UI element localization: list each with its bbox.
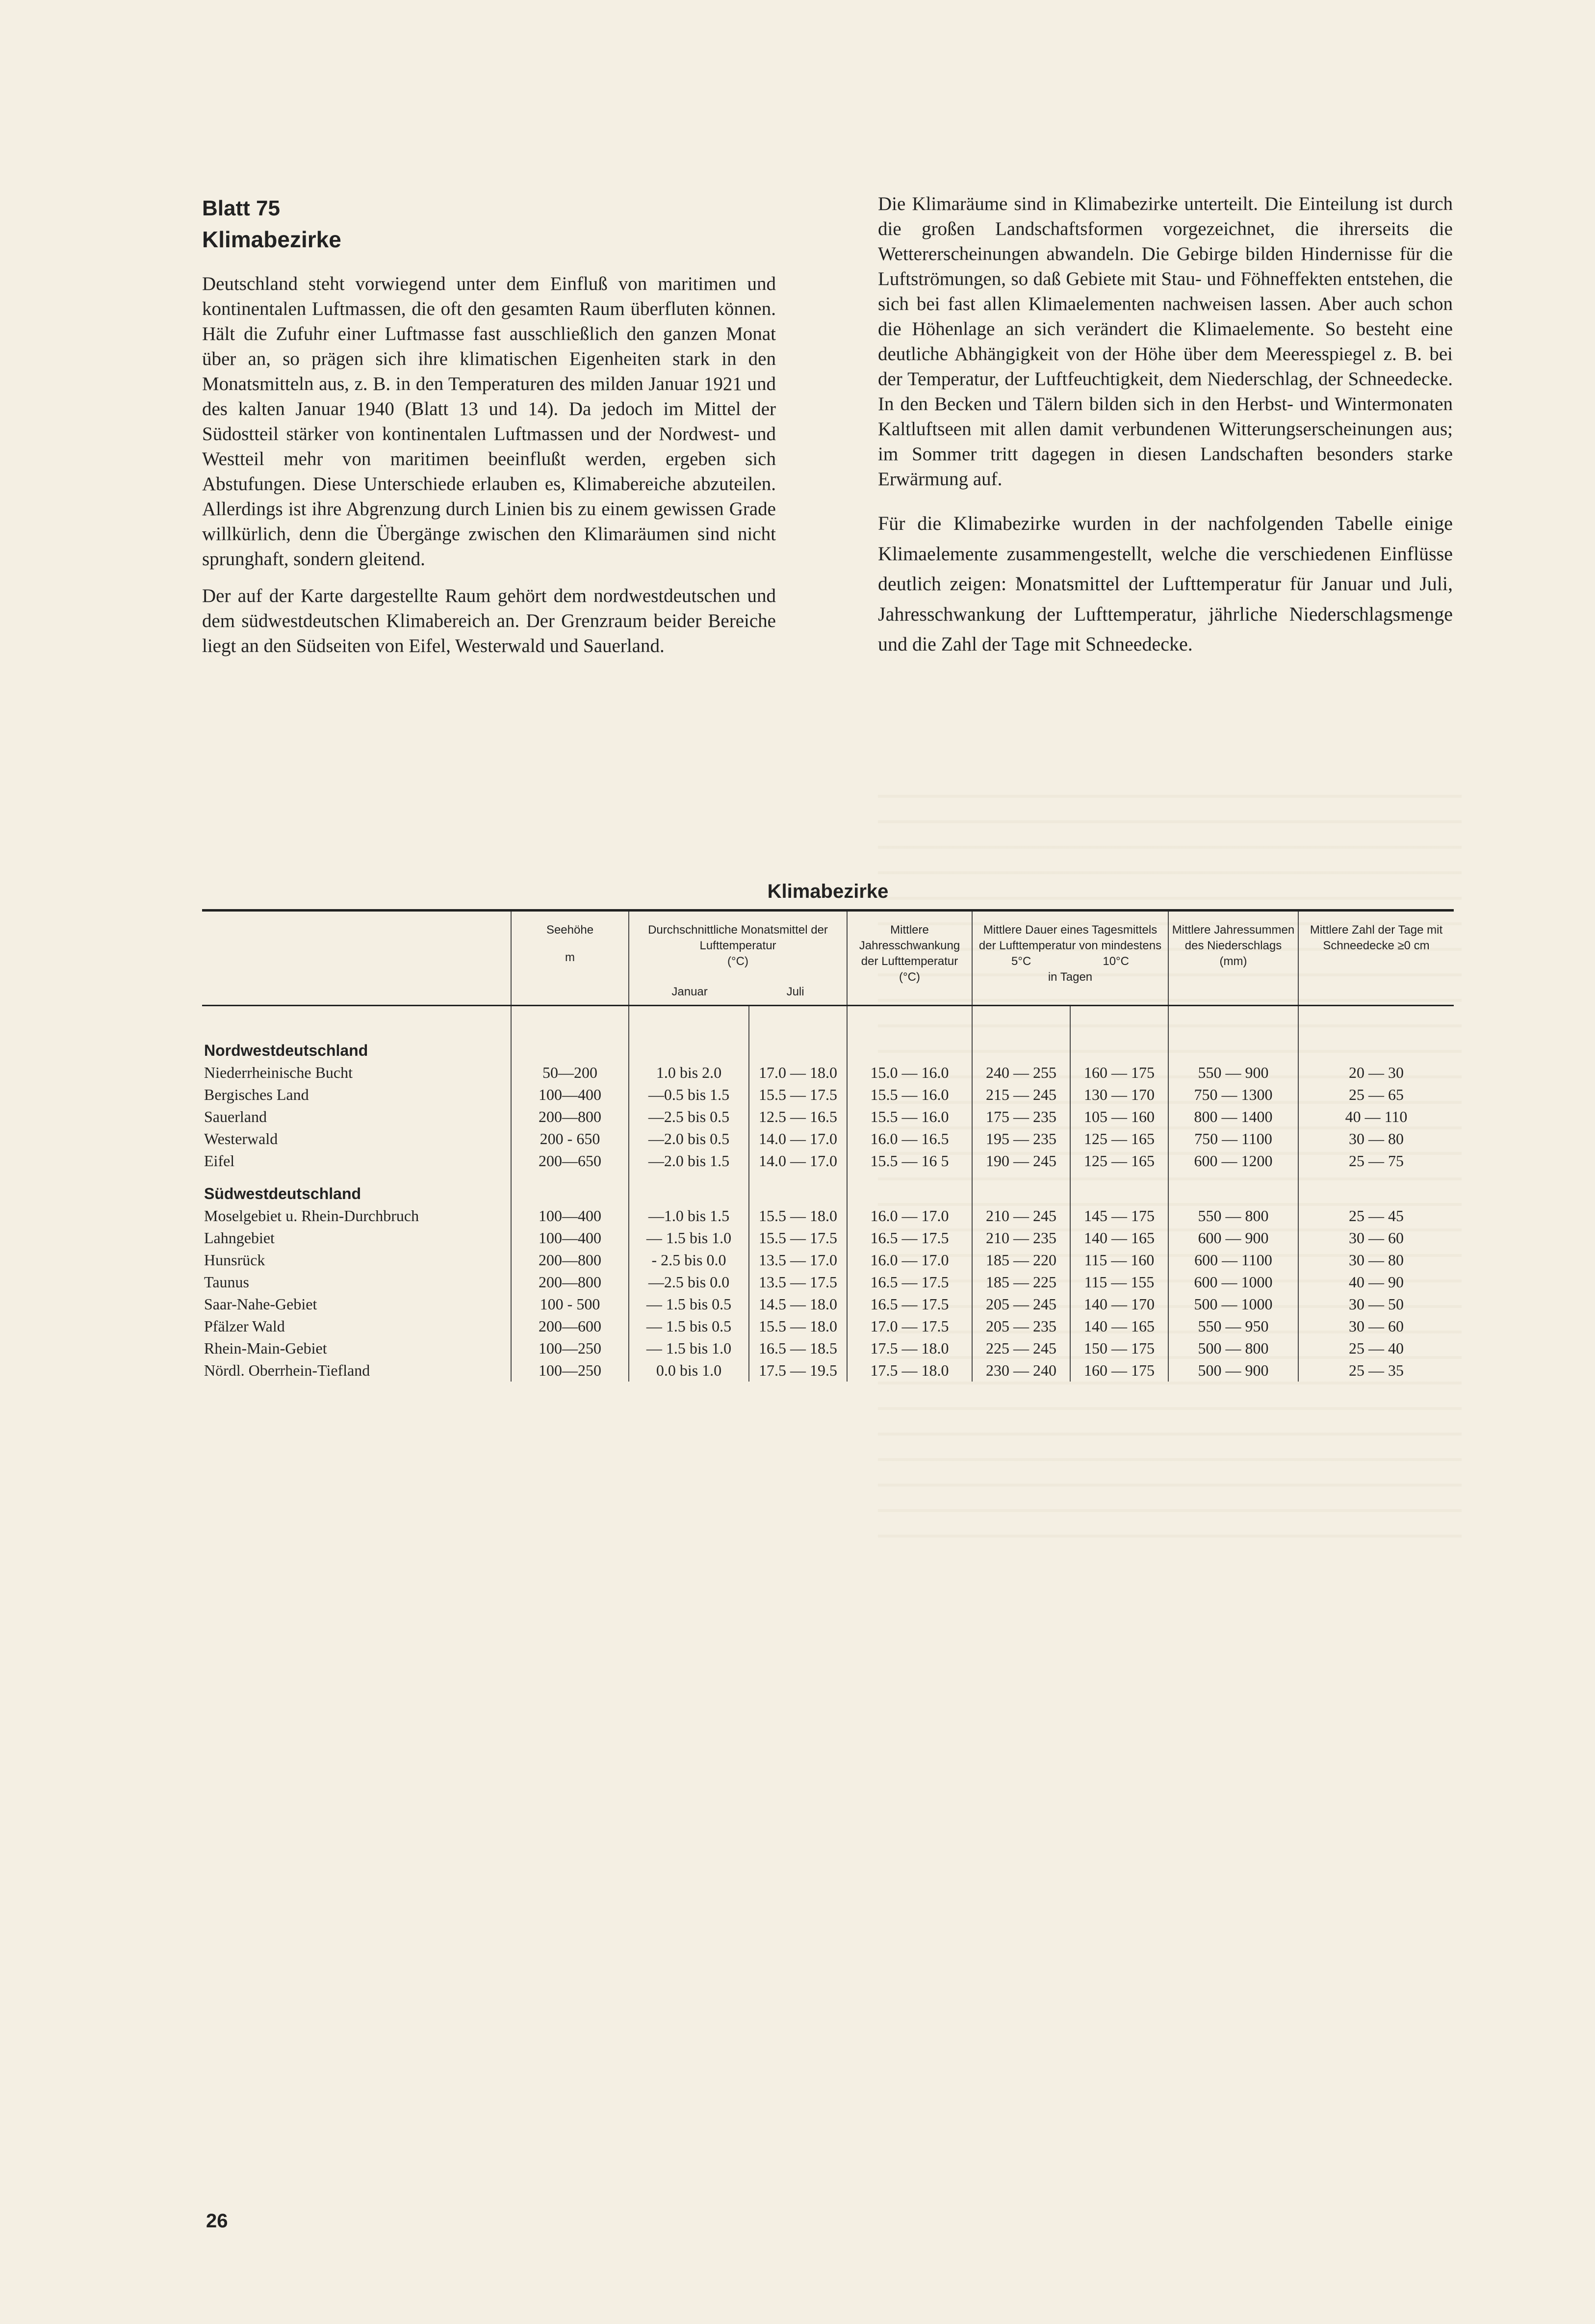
group-spacer-row: [202, 1172, 1454, 1183]
cell-januar: — 1.5 bis 1.0: [629, 1337, 749, 1359]
cell-seehoehe: 200—800: [511, 1249, 629, 1271]
table-title: Klimabezirke: [767, 881, 889, 902]
group-row: [202, 1040, 1454, 1062]
cell-schnee: 30 — 80: [1298, 1128, 1454, 1150]
cell-jahresschwankung: 17.0 — 17.5: [847, 1315, 972, 1337]
cell-dauer-5: 190 — 245: [972, 1150, 1070, 1172]
cell-seehoehe: 200—800: [511, 1106, 629, 1128]
cell-juli: 15.5 — 17.5: [749, 1227, 847, 1249]
table-row: [202, 1150, 1454, 1172]
cell-januar: —0.5 bis 1.5: [629, 1084, 749, 1106]
header-niederschlag: Mittlere Jahressummen des Niederschlags (mm): [1168, 911, 1298, 1006]
cell-juli: 14.0 — 17.0: [749, 1150, 847, 1172]
cell-schnee: 25 — 65: [1298, 1084, 1454, 1106]
cell-jahresschwankung: 16.0 — 17.0: [847, 1205, 972, 1227]
header-januar: Januar: [671, 985, 708, 998]
cell-region-name: Hunsrück: [204, 1251, 265, 1269]
header-temperature-label: Durchschnittliche Monatsmittel der Lufttemperatur: [648, 923, 828, 952]
cell-schnee: 25 — 45: [1298, 1205, 1454, 1227]
cell-schnee: 40 — 110: [1298, 1106, 1454, 1128]
cell-seehoehe: 200—650: [511, 1150, 629, 1172]
cell-niederschlag: 600 — 1200: [1168, 1150, 1298, 1172]
table-row: [202, 1128, 1454, 1150]
cell-jahresschwankung: 15.0 — 16.0: [847, 1062, 972, 1084]
header-dauer-10: 10°C: [1103, 955, 1129, 968]
cell-dauer-10: 160 — 175: [1070, 1062, 1168, 1084]
table-row: [202, 1271, 1454, 1293]
header-seehoehe-unit: m: [565, 951, 575, 964]
cell-jahresschwankung: 16.0 — 17.0: [847, 1249, 972, 1271]
cell-dauer-5: 225 — 245: [972, 1337, 1070, 1359]
table-row: [202, 1249, 1454, 1271]
cell-region-name: Sauerland: [204, 1108, 267, 1125]
table-body: [202, 1006, 1454, 1382]
cell-dauer-10: 140 — 170: [1070, 1293, 1168, 1315]
cell-jahresschwankung: 16.5 — 17.5: [847, 1271, 972, 1293]
cell-dauer-5: 210 — 235: [972, 1227, 1070, 1249]
cell-region-name: Westerwald: [204, 1130, 278, 1148]
header-jahresschwankung: Mittlere Jahresschwankung der Lufttemperatur (°C): [847, 911, 972, 1006]
cell-dauer-10: 160 — 175: [1070, 1359, 1168, 1382]
table-row: [202, 1062, 1454, 1084]
cell-schnee: 20 — 30: [1298, 1062, 1454, 1084]
cell-seehoehe: 100—400: [511, 1205, 629, 1227]
table-row: [202, 1084, 1454, 1106]
cell-jahresschwankung: 15.5 — 16.0: [847, 1084, 972, 1106]
cell-seehoehe: 50—200: [511, 1062, 629, 1084]
cell-dauer-10: 105 — 160: [1070, 1106, 1168, 1128]
header-dauer-label: Mittlere Dauer eines Tagesmittels der Lufttemperatur von mindestens: [978, 923, 1162, 952]
cell-niederschlag: 600 — 1000: [1168, 1271, 1298, 1293]
header-temperature: [629, 911, 847, 1006]
cell-januar: —2.5 bis 0.0: [629, 1271, 749, 1293]
cell-region-name: Saar-Nahe-Gebiet: [204, 1295, 317, 1313]
header-dauer-5: 5°C: [1011, 955, 1031, 968]
table-row: [202, 1359, 1454, 1382]
cell-region-name: Bergisches Land: [204, 1086, 309, 1103]
cell-seehoehe: 100—250: [511, 1359, 629, 1382]
cell-niederschlag: 600 — 1100: [1168, 1249, 1298, 1271]
cell-dauer-10: 150 — 175: [1070, 1337, 1168, 1359]
cell-region-name: Taunus: [204, 1273, 249, 1291]
cell-juli: 15.5 — 18.0: [749, 1205, 847, 1227]
header-month-labels: [632, 984, 844, 1000]
climate-table: [202, 909, 1454, 1382]
cell-niederschlag: 500 — 1000: [1168, 1293, 1298, 1315]
cell-niederschlag: 750 — 1100: [1168, 1128, 1298, 1150]
cell-seehoehe: 100—400: [511, 1084, 629, 1106]
cell-juli: 16.5 — 18.5: [749, 1337, 847, 1359]
cell-jahresschwankung: 16.5 — 17.5: [847, 1293, 972, 1315]
cell-niederschlag: 550 — 900: [1168, 1062, 1298, 1084]
cell-niederschlag: 750 — 1300: [1168, 1084, 1298, 1106]
cell-niederschlag: 550 — 950: [1168, 1315, 1298, 1337]
cell-jahresschwankung: 16.0 — 16.5: [847, 1128, 972, 1150]
cell-niederschlag: 500 — 900: [1168, 1359, 1298, 1382]
cell-dauer-5: 240 — 255: [972, 1062, 1070, 1084]
cell-region-name: Lahngebiet: [204, 1229, 275, 1247]
table-row: [202, 1227, 1454, 1249]
left-paragraph-2: Der auf der Karte dargestellte Raum gehört dem nordwestdeutschen und dem südwestdeutschen Klimabereich an. Der Grenzraum beider Bereiche liegt an den Südseiten von Eifel, Westerwald und Sauerland.: [202, 585, 776, 656]
cell-seehoehe: 100—250: [511, 1337, 629, 1359]
right-paragraph-2: Für die Klimabezirke wurden in der nachfolgenden Tabelle einige Klimaelemente zusammengestellt, welche die verschiedenen Einflüsse deutlich zeigen: Monatsmittel der Lufttemperatur für Januar und Juli, Jahresschwankung der Lufttemperatur, jährliche Niederschlagsmenge und die Zahl der Tage mit Schneedecke.: [878, 512, 1453, 655]
cell-dauer-10: 130 — 170: [1070, 1084, 1168, 1106]
cell-juli: 13.5 — 17.5: [749, 1271, 847, 1293]
cell-schnee: 25 — 35: [1298, 1359, 1454, 1382]
table-row: [202, 1106, 1454, 1128]
header-region: [202, 911, 511, 1006]
cell-region-name: Rhein-Main-Gebiet: [204, 1339, 327, 1357]
cell-jahresschwankung: 17.5 — 18.0: [847, 1337, 972, 1359]
cell-schnee: 30 — 60: [1298, 1227, 1454, 1249]
cell-region-name: Moselgebiet u. Rhein-Durchbruch: [204, 1207, 419, 1225]
table-spacer-row: [202, 1006, 1454, 1040]
cell-januar: 1.0 bis 2.0: [629, 1062, 749, 1084]
cell-juli: 13.5 — 17.0: [749, 1249, 847, 1271]
page-title: Klimabezirke: [202, 227, 341, 252]
cell-seehoehe: 100 - 500: [511, 1293, 629, 1315]
table-header-row: [202, 911, 1454, 1006]
cell-jahresschwankung: 17.5 — 18.0: [847, 1359, 972, 1382]
cell-schnee: 30 — 80: [1298, 1249, 1454, 1271]
cell-schnee: 25 — 40: [1298, 1337, 1454, 1359]
cell-januar: — 1.5 bis 1.0: [629, 1227, 749, 1249]
cell-dauer-5: 215 — 245: [972, 1084, 1070, 1106]
right-column: [878, 191, 1453, 671]
cell-juli: 15.5 — 18.0: [749, 1315, 847, 1337]
cell-dauer-10: 145 — 175: [1070, 1205, 1168, 1227]
header-schnee: Mittlere Zahl der Tage mit Schneedecke ≥0 cm: [1298, 911, 1454, 1006]
cell-januar: —2.0 bis 0.5: [629, 1128, 749, 1150]
header-temperature-unit: (°C): [727, 955, 748, 968]
cell-niederschlag: 800 — 1400: [1168, 1106, 1298, 1128]
cell-januar: —2.5 bis 0.5: [629, 1106, 749, 1128]
table-row: [202, 1293, 1454, 1315]
cell-dauer-5: 210 — 245: [972, 1205, 1070, 1227]
cell-seehoehe: 200 - 650: [511, 1128, 629, 1150]
cell-schnee: 30 — 50: [1298, 1293, 1454, 1315]
cell-januar: — 1.5 bis 0.5: [629, 1315, 749, 1337]
cell-januar: 0.0 bis 1.0: [629, 1359, 749, 1382]
cell-dauer-5: 230 — 240: [972, 1359, 1070, 1382]
cell-juli: 14.0 — 17.0: [749, 1128, 847, 1150]
cell-dauer-5: 195 — 235: [972, 1128, 1070, 1150]
cell-region-name: Nördl. Oberrhein-Tiefland: [204, 1361, 370, 1379]
cell-schnee: 40 — 90: [1298, 1271, 1454, 1293]
cell-region-name: Pfälzer Wald: [204, 1317, 285, 1335]
page-number: 26: [206, 2210, 228, 2232]
cell-dauer-10: 125 — 165: [1070, 1128, 1168, 1150]
cell-juli: 17.5 — 19.5: [749, 1359, 847, 1382]
cell-niederschlag: 550 — 800: [1168, 1205, 1298, 1227]
header-juli: Juli: [786, 985, 804, 998]
sheet-label: Blatt 75: [202, 196, 280, 220]
header-seehoehe-label: Seehöhe: [546, 923, 594, 937]
group-row: [202, 1183, 1454, 1205]
cell-dauer-5: 175 — 235: [972, 1106, 1070, 1128]
cell-dauer-10: 140 — 165: [1070, 1315, 1168, 1337]
cell-dauer-10: 115 — 155: [1070, 1271, 1168, 1293]
cell-region-name: Eifel: [204, 1152, 235, 1170]
cell-dauer-10: 125 — 165: [1070, 1150, 1168, 1172]
cell-seehoehe: 100—400: [511, 1227, 629, 1249]
cell-dauer-5: 185 — 220: [972, 1249, 1070, 1271]
table-row: [202, 1315, 1454, 1337]
cell-region-name: Niederrheinische Bucht: [204, 1064, 353, 1081]
cell-jahresschwankung: 15.5 — 16.0: [847, 1106, 972, 1128]
cell-seehoehe: 200—600: [511, 1315, 629, 1337]
cell-jahresschwankung: 16.5 — 17.5: [847, 1227, 972, 1249]
cell-dauer-5: 205 — 245: [972, 1293, 1070, 1315]
cell-schnee: 30 — 60: [1298, 1315, 1454, 1337]
cell-januar: - 2.5 bis 0.0: [629, 1249, 749, 1271]
cell-juli: 12.5 — 16.5: [749, 1106, 847, 1128]
header-dauer-unit: in Tagen: [1048, 970, 1093, 984]
header-dauer-thresholds: [976, 954, 1165, 969]
cell-dauer-10: 140 — 165: [1070, 1227, 1168, 1249]
left-paragraph-1: Deutschland steht vorwiegend unter dem Einfluß von maritimen und kontinentalen Luftmassen, die oft den gesamten Raum überfluten können. Hält die Zufuhr einer Luftmasse fast ausschließlich den ganzen Monat über an, so prägen sich ihre klimatischen Eigenheiten stark in den Monatsmitteln aus, z. B. in den Temperaturen des milden Januar 1921 und des kalten Januar 1940 (Blatt 13 und 14). Da jedoch im Mittel der Südostteil stärker von kontinentalen Luftmassen und der Nordwest- und Westteil mehr von maritimen beeinflußt werden, ergeben sich Abstufungen. Diese Unterschiede erlauben es, Klimabereiche abzuteilen. Allerdings ist ihre Abgrenzung durch Linien bis zu einem gewissen Grade willkürlich, denn die Übergänge zwischen den Klimaräumen sind nicht sprunghaft, sondern gleitend.: [202, 273, 776, 570]
header-seehoehe: [511, 911, 629, 1006]
cell-juli: 14.5 — 18.0: [749, 1293, 847, 1315]
group-name: Nordwestdeutschland: [204, 1042, 368, 1059]
cell-juli: 15.5 — 17.5: [749, 1084, 847, 1106]
cell-januar: —2.0 bis 1.5: [629, 1150, 749, 1172]
header-dauer: [972, 911, 1168, 1006]
group-name: Südwestdeutschland: [204, 1185, 361, 1202]
cell-januar: —1.0 bis 1.5: [629, 1205, 749, 1227]
cell-dauer-5: 205 — 235: [972, 1315, 1070, 1337]
cell-januar: — 1.5 bis 0.5: [629, 1293, 749, 1315]
left-column: [202, 194, 776, 670]
cell-seehoehe: 200—800: [511, 1271, 629, 1293]
cell-dauer-10: 115 — 160: [1070, 1249, 1168, 1271]
cell-juli: 17.0 — 18.0: [749, 1062, 847, 1084]
cell-dauer-5: 185 — 225: [972, 1271, 1070, 1293]
cell-niederschlag: 600 — 900: [1168, 1227, 1298, 1249]
right-paragraph-1: Die Klimaräume sind in Klimabezirke unterteilt. Die Einteilung ist durch die großen Landschaftsformen vorgezeichnet, die ihrerseits die Wettererscheinungen abwandeln. Die Gebirge bilden Hindernisse für die Luftströmungen, so daß Gebiete mit Stau- und Föhneffekten entstehen, die sich bei fast allen Klimaelementen nachweisen lassen. Aber auch schon die Höhenlage an sich verändert die Klimaelemente. So besteht eine deutliche Abhängigkeit von der Höhe über dem Meeresspiegel z. B. bei der Temperatur, der Luftfeuchtigkeit, dem Niederschlag, der Schneedecke. In den Becken und Tälern bilden sich in den Herbst- und Wintermonaten Kaltluftseen mit allen damit verbundenen Witterungserscheinungen aus; im Sommer tritt dagegen in diesen Landschaften besonders starke Erwärmung auf.: [878, 193, 1453, 490]
table-row: [202, 1205, 1454, 1227]
cell-schnee: 25 — 75: [1298, 1150, 1454, 1172]
cell-jahresschwankung: 15.5 — 16 5: [847, 1150, 972, 1172]
table-row: [202, 1337, 1454, 1359]
cell-niederschlag: 500 — 800: [1168, 1337, 1298, 1359]
